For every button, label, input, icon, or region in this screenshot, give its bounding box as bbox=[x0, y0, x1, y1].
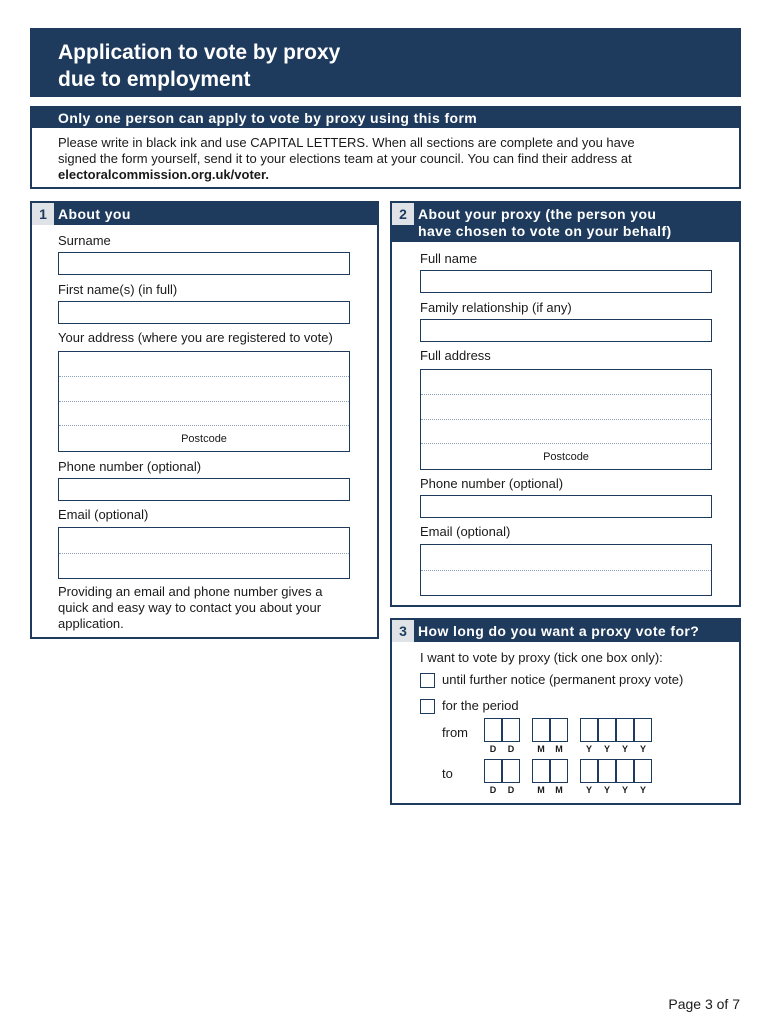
from-month-2[interactable] bbox=[550, 718, 568, 742]
section-3-header bbox=[392, 620, 739, 642]
relationship-input[interactable] bbox=[420, 319, 712, 342]
proxy-name-label: Full name bbox=[420, 251, 478, 266]
address-input[interactable] bbox=[58, 351, 350, 452]
proxy-email-label: Email (optional) bbox=[420, 524, 511, 539]
section-1-number: 1 bbox=[32, 203, 54, 225]
section-1-header bbox=[32, 203, 377, 225]
from-year-3[interactable] bbox=[616, 718, 634, 742]
period-label: for the period bbox=[442, 698, 519, 713]
from-year-4[interactable] bbox=[634, 718, 652, 742]
section-2-number: 2 bbox=[392, 203, 414, 225]
proxy-name-input[interactable] bbox=[420, 270, 712, 293]
from-year-1[interactable] bbox=[580, 718, 598, 742]
section-about-you bbox=[30, 201, 379, 639]
to-year-4[interactable] bbox=[634, 759, 652, 783]
period-checkbox[interactable] bbox=[420, 699, 435, 714]
intro-heading: Only one person can apply to vote by proxy using this form bbox=[32, 108, 739, 128]
to-year-3[interactable] bbox=[616, 759, 634, 783]
section-2-header bbox=[392, 203, 739, 242]
first-names-label: First name(s) (in full) bbox=[58, 282, 178, 297]
from-label: from bbox=[442, 725, 468, 740]
to-label: to bbox=[442, 766, 453, 781]
permanent-checkbox[interactable] bbox=[420, 673, 435, 688]
proxy-phone-label: Phone number (optional) bbox=[420, 476, 564, 491]
email-label: Email (optional) bbox=[58, 507, 149, 522]
section-1-title: About you bbox=[58, 206, 131, 222]
postcode-label: Postcode bbox=[181, 433, 227, 445]
email-input[interactable] bbox=[58, 527, 350, 579]
page-number: Page 3 of 7 bbox=[668, 996, 740, 1012]
surname-input[interactable] bbox=[58, 252, 350, 275]
section-about-proxy bbox=[390, 201, 741, 607]
to-month-2[interactable] bbox=[550, 759, 568, 783]
title-bar bbox=[30, 28, 741, 97]
intro-box bbox=[30, 106, 741, 189]
surname-label: Surname bbox=[58, 233, 111, 248]
proxy-address-input[interactable] bbox=[420, 369, 712, 470]
proxy-address-label: Full address bbox=[420, 348, 491, 363]
to-day-1[interactable] bbox=[484, 759, 502, 783]
section-3-number: 3 bbox=[392, 620, 414, 642]
to-year-1[interactable] bbox=[580, 759, 598, 783]
to-day-2[interactable] bbox=[502, 759, 520, 783]
to-year-2[interactable] bbox=[598, 759, 616, 783]
from-day-2[interactable] bbox=[502, 718, 520, 742]
address-label: Your address (where you are registered to vote) bbox=[58, 330, 333, 345]
section-2-title: About your proxy (the person you have chosen to vote on your behalf) bbox=[418, 206, 672, 239]
from-day-1[interactable] bbox=[484, 718, 502, 742]
section-proxy-duration: 3 How long do you want a proxy vote for? I want to vote by proxy (tick one box only): until further notice (permanent proxy vote) for the period from D D M M Y Y Y Y to D D M M Y Y Y Y bbox=[390, 618, 741, 805]
page-title: Application to vote by proxy due to employment bbox=[58, 41, 341, 91]
from-month-1[interactable] bbox=[532, 718, 550, 742]
contact-note: Providing an email and phone number gives a quick and easy way to contact you about your application. bbox=[58, 584, 323, 631]
phone-input[interactable] bbox=[58, 478, 350, 501]
permanent-label: until further notice (permanent proxy vote) bbox=[442, 672, 684, 687]
duration-instruction: I want to vote by proxy (tick one box only): bbox=[420, 650, 663, 665]
section-3-title: How long do you want a proxy vote for? bbox=[418, 623, 700, 639]
relationship-label: Family relationship (if any) bbox=[420, 300, 572, 315]
from-year-2[interactable] bbox=[598, 718, 616, 742]
intro-link[interactable]: electoralcommission.org.uk/voter. bbox=[58, 167, 269, 182]
to-month-1[interactable] bbox=[532, 759, 550, 783]
proxy-phone-input[interactable] bbox=[420, 495, 712, 518]
proxy-email-input[interactable] bbox=[420, 544, 712, 596]
intro-text: Please write in black ink and use CAPITAL LETTERS. When all sections are complete and you have signed the form yourself, send it to your elections team at your council. You can find their address at electoralcommission.org.uk/voter. bbox=[58, 135, 635, 182]
proxy-postcode-label: Postcode bbox=[543, 451, 589, 463]
first-names-input[interactable] bbox=[58, 301, 350, 324]
phone-label: Phone number (optional) bbox=[58, 459, 202, 474]
